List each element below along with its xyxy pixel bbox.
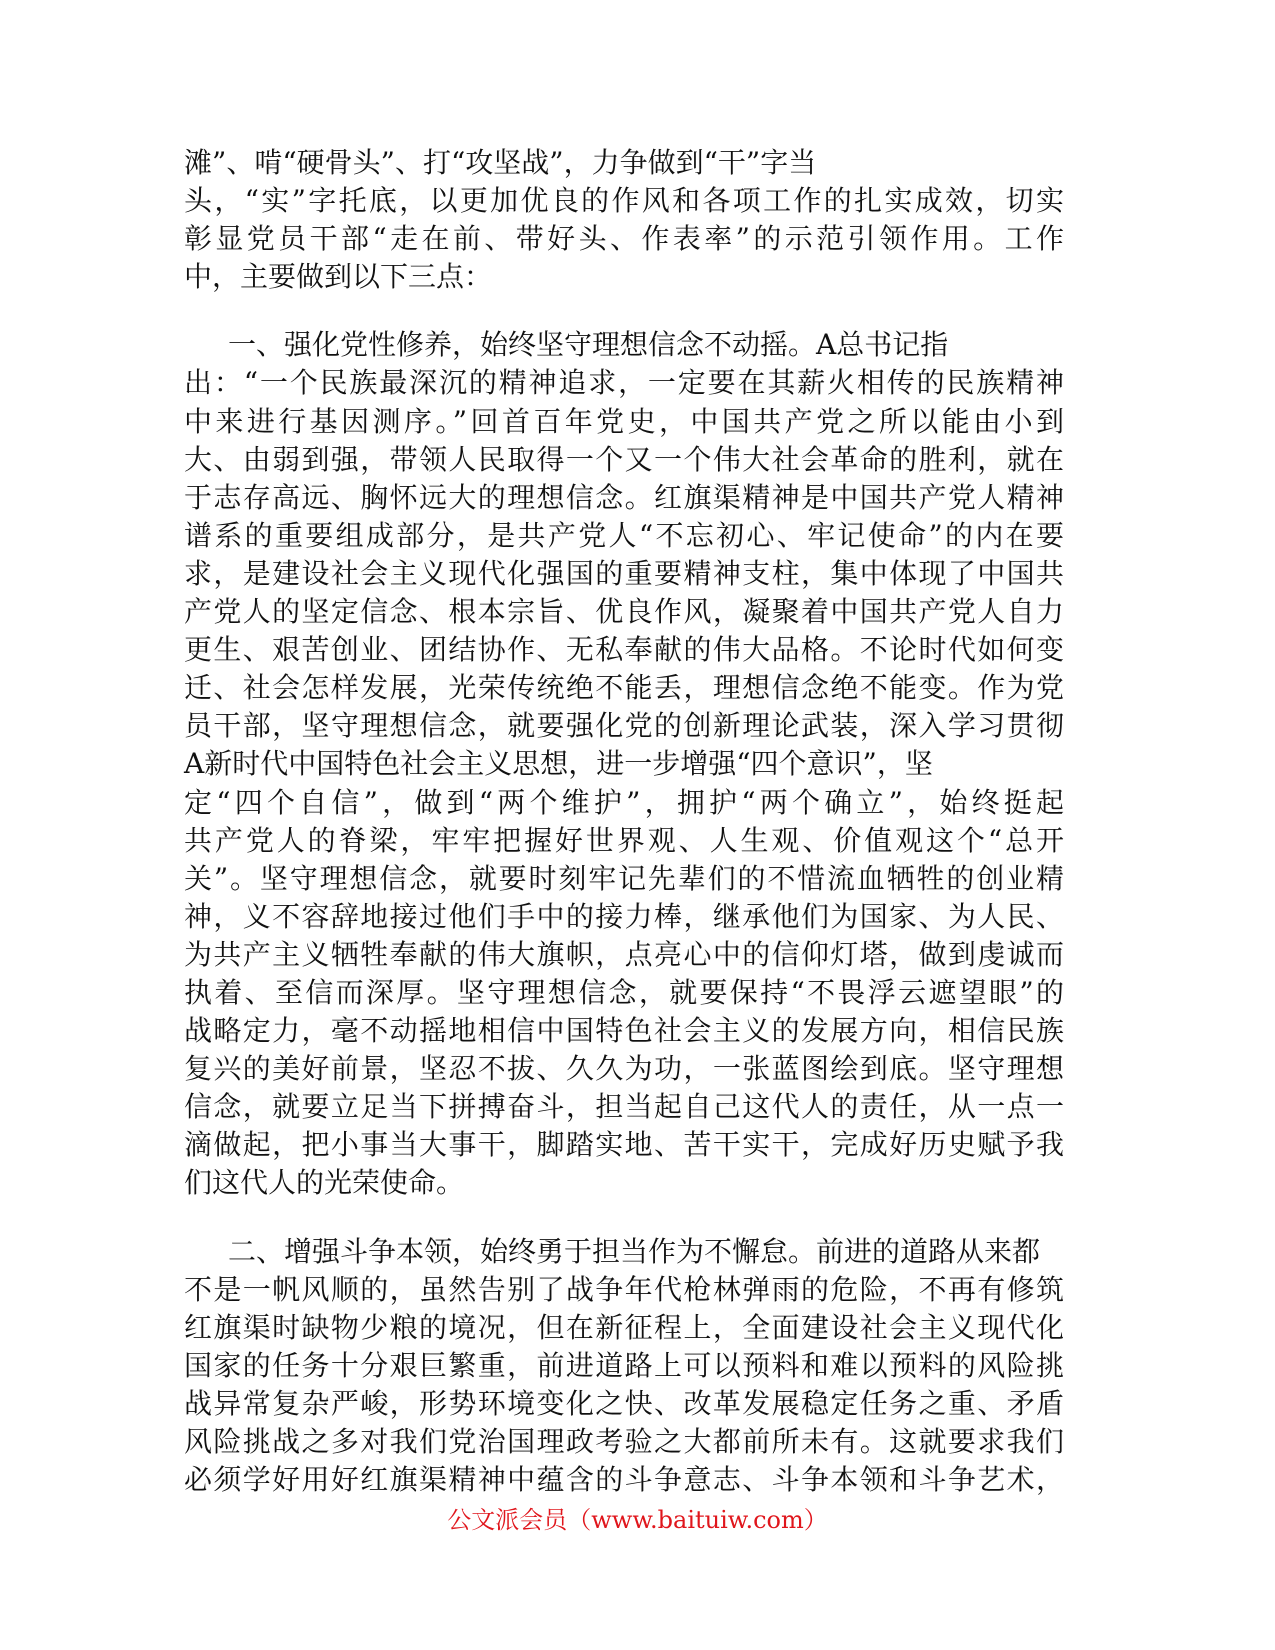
text-line: 滩”、啃“硬骨头”、打“攻坚战”，力争做到“干”字当: [184, 146, 817, 179]
document-body: [184, 144, 1064, 1529]
text-line: 复兴的美好前景，坚忍不拔、久久为功，一张蓝图绘到底。坚守理想: [184, 1052, 1064, 1086]
text-line: 头，“实”字托底，以更加优良的作风和各项工作的扎实成效，切实: [184, 184, 1064, 218]
text-line: 战略定力，毫不动摇地相信中国特色社会主义的发展方向，相信民族: [184, 1014, 1064, 1048]
text-line: 国家的任务十分艰巨繁重，前进道路上可以预料和难以预料的风险挑: [184, 1348, 1064, 1382]
text-line: 关”。坚守理想信念，就要时刻牢记先辈们的不惜流血牺牲的创业精: [184, 861, 1064, 895]
text-line: 为共产主义牺牲奉献的伟大旗帜，点亮心中的信仰灯塔，做到虔诚而: [184, 937, 1064, 971]
text-line: 中，主要做到以下三点：: [184, 260, 493, 294]
text-line: 定“四个自信”，做到“两个维护”，拥护“两个确立”，始终挺起: [184, 785, 1064, 819]
text-line: 更生、艰苦创业、团结协作、无私奉献的伟大品格。不论时代如何变: [184, 633, 1064, 667]
text-line: 出：“一个民族最深沉的精神追求，一定要在其薪火相传的民族精神: [184, 366, 1064, 400]
text-line: 谱系的重要组成部分，是共产党人“不忘初心、牢记使命”的内在要: [184, 518, 1064, 552]
text-line: 求，是建设社会主义现代化强国的重要精神支柱，集中体现了中国共: [184, 556, 1064, 590]
text-line: 一、强化党性修养，始终坚守理想信念不动摇。A总书记指: [228, 328, 949, 362]
paragraph-intro-continued: [184, 144, 1064, 296]
paragraph-section-two: [184, 1233, 1064, 1500]
footer-watermark-link[interactable]: 公文派会员（www.baituiw.com）: [447, 1506, 828, 1534]
text-line: 大、由弱到强，带领人民取得一个又一个伟大社会革命的胜利，就在: [184, 442, 1064, 476]
text-line: A新时代中国特色社会主义思想，进一步增强“四个意识”，坚: [184, 747, 933, 781]
text-line: 于志存高远、胸怀远大的理想信念。红旗渠精神是中国共产党人精神: [184, 480, 1064, 514]
text-line: 神，义不容辞地接过他们手中的接力棒，继承他们为国家、为人民、: [184, 899, 1064, 933]
text-line: 红旗渠时缺物少粮的境况，但在新征程上，全面建设社会主义现代化: [184, 1310, 1064, 1344]
text-line: 中来进行基因测序。”回首百年党史，中国共产党之所以能由小到: [184, 404, 1064, 438]
text-line: 二、增强斗争本领，始终勇于担当作为不懈怠。前进的道路从来都: [228, 1234, 1041, 1268]
text-line: 执着、至信而深厚。坚守理想信念，就要保持“不畏浮云遮望眼”的: [184, 975, 1064, 1009]
text-line: 员干部，坚守理想信念，就要强化党的创新理论武装，深入学习贯彻: [184, 709, 1064, 743]
text-line: 滴做起，把小事当大事干，脚踏实地、苦干实干，完成好历史赋予我: [184, 1128, 1064, 1162]
text-line: 战异常复杂严峻，形势环境变化之快、改革发展稳定任务之重、矛盾: [184, 1386, 1064, 1420]
text-line: 风险挑战之多对我们党治国理政考验之大都前所未有。这就要求我们: [184, 1425, 1064, 1458]
paragraph-section-one: [184, 326, 1064, 1202]
text-line: 们这代人的光荣使命。: [184, 1166, 465, 1200]
text-line: 彰显党员干部“走在前、带好头、作表率”的示范引领作用。工作: [184, 222, 1064, 256]
text-line: 不是一帆风顺的，虽然告别了战争年代枪林弹雨的危险，不再有修筑: [184, 1272, 1064, 1306]
text-line: 必须学好用好红旗渠精神中蕴含的斗争意志、斗争本领和斗争艺术，: [184, 1463, 1064, 1497]
text-line: 产党人的坚定信念、根本宗旨、优良作风，凝聚着中国共产党人自力: [184, 595, 1064, 629]
text-line: 迁、社会怎样发展，光荣传统绝不能丢，理想信念绝不能变。作为党: [184, 671, 1064, 705]
text-line: 共产党人的脊梁，牢牢把握好世界观、人生观、价值观这个“总开: [184, 823, 1064, 857]
text-line: 信念，就要立足当下拼搏奋斗，担当起自己这代人的责任，从一点一: [184, 1090, 1064, 1124]
